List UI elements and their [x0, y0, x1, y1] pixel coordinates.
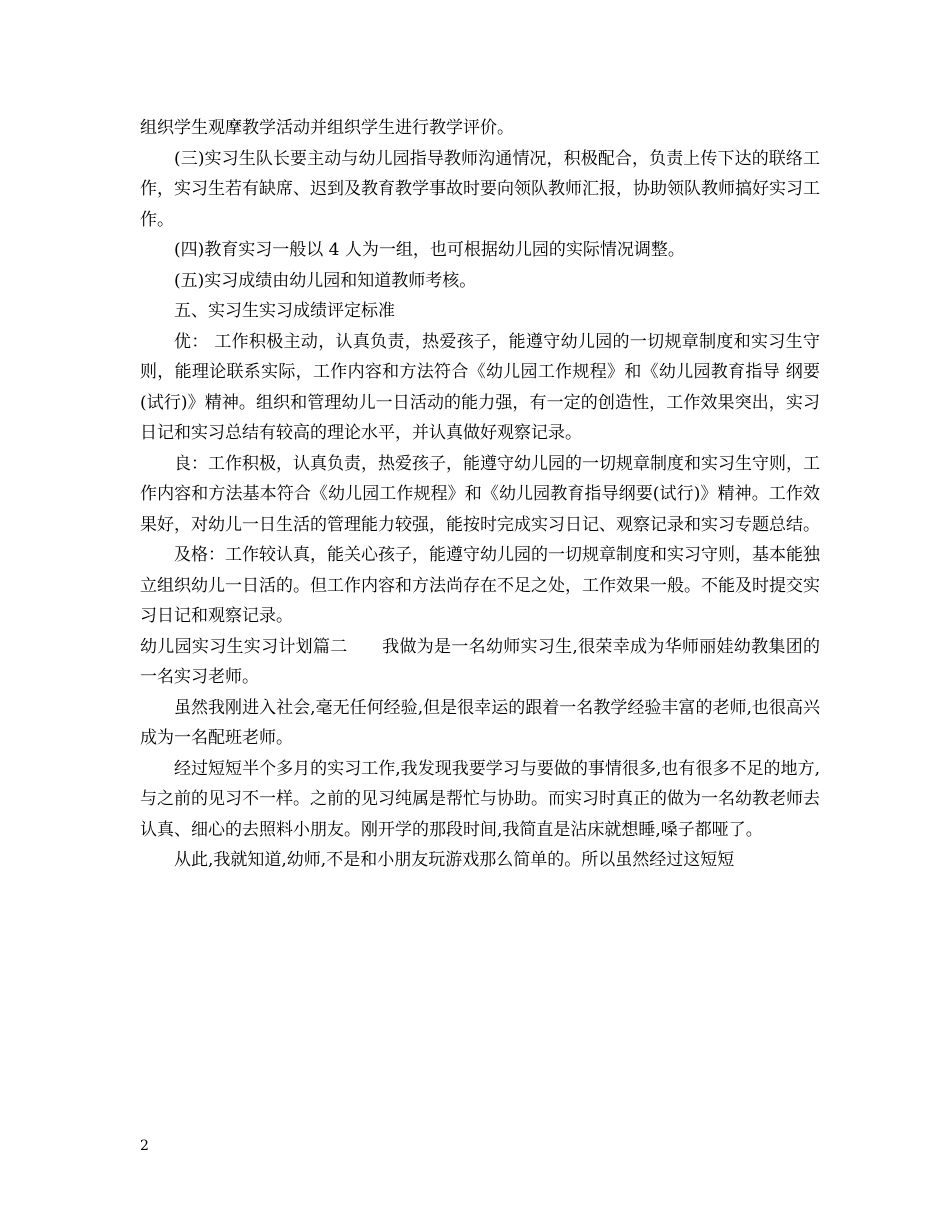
- paragraph-12: 从此,我就知道,幼师,不是和小朋友玩游戏那么简单的。所以虽然经过这短短: [174, 850, 735, 870]
- paragraph-4: (五)实习成绩由幼儿园和知道教师考核。: [174, 270, 477, 291]
- section-heading: 五、实习生实习成绩评定标准: [174, 301, 395, 321]
- paragraph-part-two-title: 幼儿园实习生实习计划篇二 我做为是一名幼师实习生,很荣幸成为华师丽娃幼教集团的一名实习老师。: [140, 636, 820, 687]
- paragraph-2: (三)实习生队长要主动与幼儿园指导教师沟通情况，积极配合，负责上传下达的联络工作，实习生若有缺席、迟到及教育教学事故时要向领队教师汇报，协助领队教师搞好实习工作。: [140, 148, 820, 230]
- paragraph-3: (四)教育实习一般以 4 人为一组，也可根据幼儿园的实际情况调整。: [174, 240, 685, 260]
- paragraph-10: 虽然我刚进入社会,毫无任何经验,但是很幸运的跟着一名教学经验丰富的老师,也很高兴成为一名配班老师。: [140, 697, 820, 748]
- page-number: 2: [140, 1138, 149, 1154]
- paragraph-excellent: 优： 工作积极主动，认真负责，热爱孩子，能遵守幼儿园的一切规章制度和实习生守则，能理论联系实际，工作内容和方法符合《幼儿园工作规程》和《幼儿园教育指导 纲要(试行)》精神。组织和管理幼儿一日活动的能力强，有一定的创造性，工作效果突出，实习日记和实习总结有较高的理论水平，并认真做好观察记录。: [140, 331, 820, 443]
- paragraph-good: 良：工作积极，认真负责，热爱孩子，能遵守幼儿园的一切规章制度和实习生守则，工作内容和方法基本符合《幼儿园工作规程》和《幼儿园教育指导纲要(试行)》精神。工作效果好，对幼儿一日生活的管理能力较强，能按时完成实习日记、观察记录和实习专题总结。: [140, 453, 820, 535]
- document-body: [140, 113, 820, 876]
- paragraph-1: 组织学生观摩教学活动并组织学生进行教学评价。: [140, 118, 514, 138]
- paragraph-pass: 及格：工作较认真，能关心孩子，能遵守幼儿园的一切规章制度和实习守则，基本能独立组织幼儿一日活的。但工作内容和方法尚存在不足之处，工作效果一般。不能及时提交实习日记和观察记录。: [140, 545, 820, 626]
- paragraph-11: 经过短短半个多月的实习工作,我发现我要学习与要做的事情很多,也有很多不足的地方,与之前的见习不一样。之前的见习纯属是帮忙与协助。而实习时真正的做为一名幼教老师去认真、细心的去照料小朋友。刚开学的那段时间,我简直是沾床就想睡,嗓子都哑了。: [140, 758, 820, 840]
